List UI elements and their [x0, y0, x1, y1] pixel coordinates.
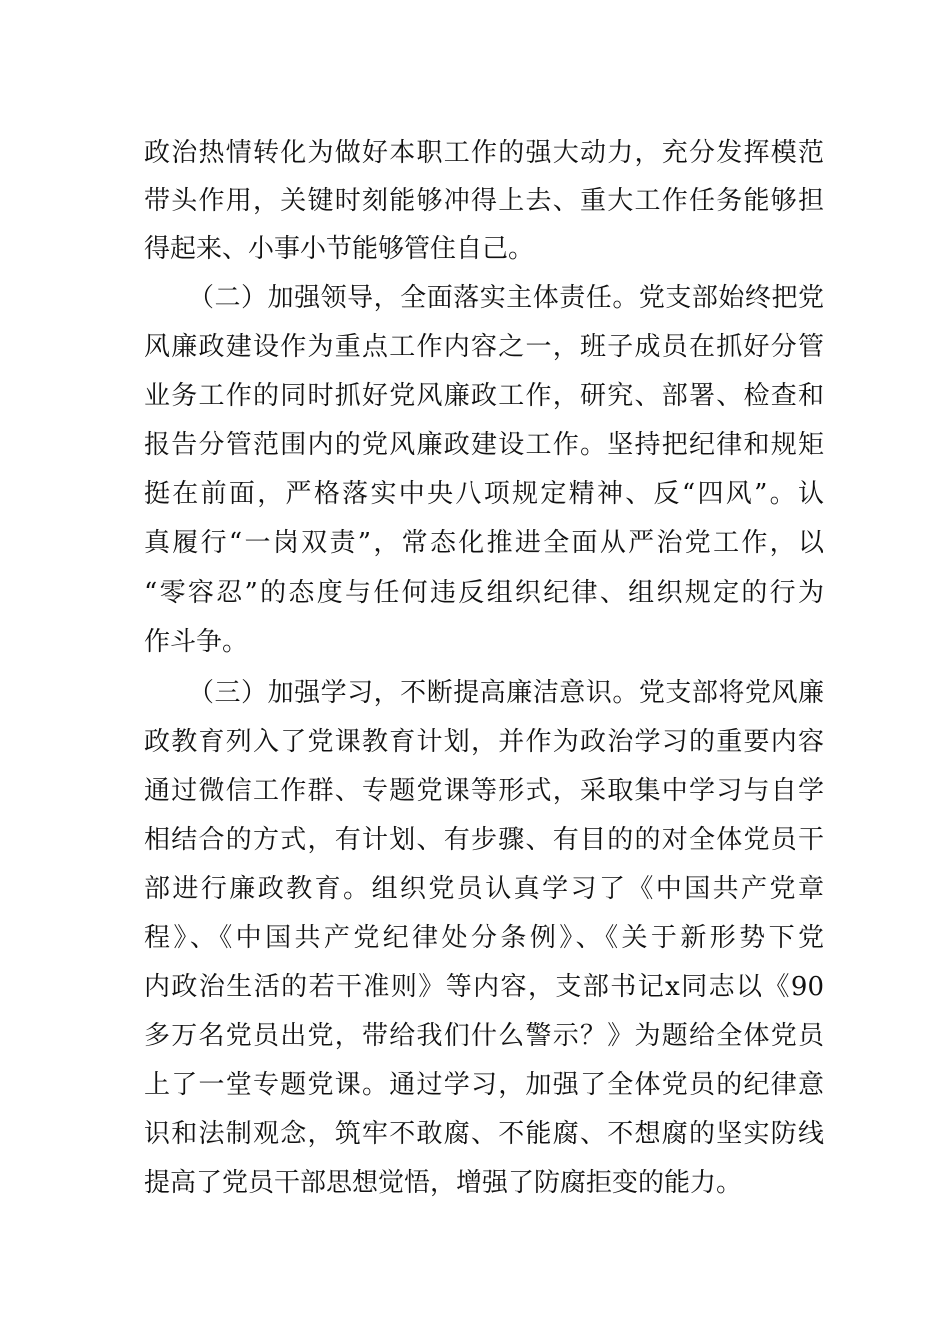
- p3-line-1: （三）加强学习，不断提高廉洁意识。党支部将党风廉: [188, 678, 824, 708]
- p3-line-9: 上了一堂专题党课。通过学习，加强了全体党员的纪律意: [144, 1070, 824, 1100]
- p2-line-5: 挺在前面，严格落实中央八项规定精神、反“四风”。认: [144, 479, 824, 509]
- p2-line-1: （二）加强领导，全面落实主体责任。党支部始终把党: [188, 283, 824, 313]
- p2-line-4: 报告分管范围内的党风廉政建设工作。坚持把纪律和规矩: [144, 430, 824, 460]
- p3-line-3: 通过微信工作群、专题党课等形式，采取集中学习与自学: [144, 776, 824, 806]
- p2-line-8: 作斗争。: [144, 627, 249, 657]
- p3-line-11: 提高了党员干部思想觉悟，增强了防腐拒变的能力。: [144, 1168, 743, 1198]
- p2-line-7: “零容忍”的态度与任何违反组织纪律、组织规定的行为: [144, 578, 824, 608]
- p3-line-2: 政教育列入了党课教育计划，并作为政治学习的重要内容: [144, 727, 824, 757]
- p3-line-4: 相结合的方式，有计划、有步骤、有目的的对全体党员干: [144, 825, 824, 855]
- p2-line-2: 风廉政建设作为重点工作内容之一，班子成员在抓好分管: [144, 332, 824, 362]
- p1-line-3: 得起来、小事小节能够管住自己。: [144, 234, 535, 264]
- p3-line-8: 多万名党员出党，带给我们什么警示？》为题给全体党员: [144, 1021, 824, 1051]
- p3-line-10: 识和法制观念，筑牢不敢腐、不能腐、不想腐的坚实防线: [144, 1119, 824, 1149]
- p1-line-1: 政治热情转化为做好本职工作的强大动力，充分发挥模范: [144, 138, 824, 168]
- p2-line-3: 业务工作的同时抓好党风廉政工作，研究、部署、检查和: [144, 381, 824, 411]
- p1-line-2: 带头作用，关键时刻能够冲得上去、重大工作任务能够担: [144, 186, 824, 216]
- p3-line-6: 程》、《中国共产党纪律处分条例》、《关于新形势下党: [144, 923, 824, 953]
- p3-line-7: 内政治生活的若干准则》等内容，支部书记x同志以《90: [144, 972, 824, 1002]
- p2-line-6: 真履行“一岗双责”，常态化推进全面从严治党工作，以: [144, 528, 824, 558]
- p3-line-5: 部进行廉政教育。组织党员认真学习了《中国共产党章: [144, 874, 824, 904]
